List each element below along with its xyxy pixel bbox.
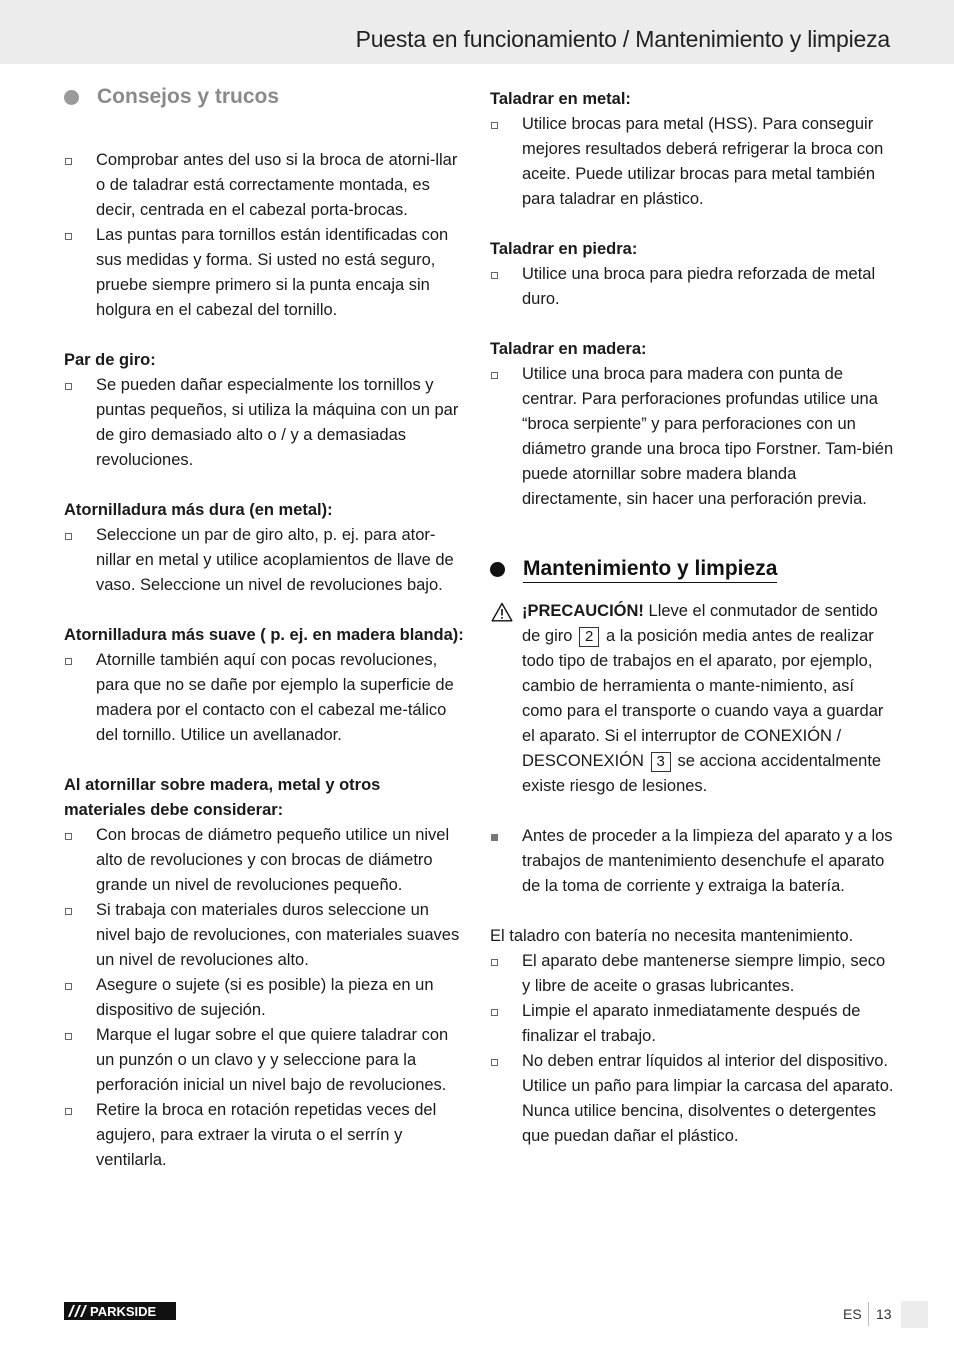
metal-list (490, 112, 894, 212)
parkside-logo (64, 1302, 176, 1320)
checkbox-square-icon (65, 1108, 72, 1115)
checkbox-square-icon (65, 233, 72, 240)
page-title: Puesta en funcionamiento / Mantenimiento y limpieza (355, 26, 890, 52)
reference-number-box: 3 (651, 752, 671, 772)
consider-list (64, 823, 464, 1173)
checkbox-square-icon (491, 1009, 498, 1016)
checkbox-square-icon (491, 1059, 498, 1066)
reference-number-box: 2 (579, 627, 599, 647)
list-item: Utilice brocas para metal (HSS). Para conseguir mejores resultados deberá refrigerar la broca con aceite. Puede utilizar brocas para metal también para taladrar en plástico. (490, 112, 894, 212)
left-column (64, 80, 464, 1173)
checkbox-square-icon (65, 1033, 72, 1040)
checkbox-square-icon (65, 908, 72, 915)
list-item: Comprobar antes del uso si la broca de atorni-llar o de taladrar está correctamente montada, es decir, centrada en el cabezal porta-brocas. (64, 148, 464, 223)
footer-divider (868, 1302, 869, 1326)
cleaning-list (490, 949, 894, 1149)
language-label: ES (843, 1306, 862, 1322)
stone-list (490, 262, 894, 312)
section-heading-tips (64, 80, 464, 114)
list-item: Utilice una broca para piedra reforzada de metal duro. (490, 262, 894, 312)
checkbox-square-icon (65, 658, 72, 665)
unplug-list (490, 824, 894, 899)
brand-text: PARKSIDE (90, 1304, 157, 1319)
checkbox-square-icon (65, 533, 72, 540)
checkbox-square-icon (491, 959, 498, 966)
subheading-soft-screwing: Atornilladura más suave ( p. ej. en madera blanda): (64, 626, 464, 644)
footer-corner-box (901, 1301, 928, 1328)
tips-list (64, 148, 464, 323)
right-column (490, 87, 894, 1149)
subheading-wood: Taladrar en madera: (490, 340, 647, 358)
bullet-dot-icon (64, 90, 79, 105)
soft-list (64, 648, 464, 748)
bullet-dot-icon (490, 562, 505, 577)
list-item: Atornille también aquí con pocas revoluciones, para que no se dañe por ejemplo la superficie de madera por el contacto con el cabezal me-tálico del tornillo. Utilice un avellanador. (64, 648, 464, 748)
list-item: Con brocas de diámetro pequeño utilice un nivel alto de revoluciones y con brocas de diámetro grande un nivel de revoluciones pequeño. (64, 823, 464, 898)
subheading-metal: Taladrar en metal: (490, 90, 631, 108)
page-number: 13 (876, 1306, 892, 1322)
list-item: Utilice una broca para madera con punta de centrar. Para perforaciones profundas utilice una “broca serpiente” y para perforaciones con un diámetro grande una broca tipo Forstner. Tam-bién puede atornillar sobre madera blanda directamente, sin hacer una perforación previa. (490, 362, 894, 512)
checkbox-square-icon (491, 122, 498, 129)
checkbox-square-icon (491, 272, 498, 279)
list-item: Seleccione un par de giro alto, p. ej. para ator-nillar en metal y utilice acoplamientos de llave de vaso. Seleccione un nivel de revoluciones bajo. (64, 523, 464, 598)
list-item: Retire la broca en rotación repetidas veces del agujero, para extraer la viruta o el serrín y ventilarla. (64, 1098, 464, 1173)
section-heading-text: Consejos y trucos (97, 85, 280, 108)
warning-triangle-icon (491, 602, 513, 622)
section-heading-text: Mantenimiento y limpieza (523, 556, 777, 583)
list-item: Antes de proceder a la limpieza del aparato y a los trabajos de mantenimiento desenchufe el aparato de la toma de corriente y extraiga la batería. (490, 824, 894, 899)
list-item: Si trabaja con materiales duros seleccione un nivel bajo de revoluciones, con materiales suaves un nivel de revoluciones alto. (64, 898, 464, 973)
list-item: Se pueden dañar especialmente los tornillos y puntas pequeños, si utiliza la máquina con un par de giro demasiado alto o / y a demasiadas revoluciones. (64, 373, 464, 473)
subheading-stone: Taladrar en piedra: (490, 240, 638, 258)
list-item: Marque el lugar sobre el que quiere taladrar con un punzón o un clavo y y seleccione para la perforación inicial un nivel bajo de revoluciones. (64, 1023, 464, 1098)
torque-list (64, 373, 464, 473)
list-item: Asegure o sujete (si es posible) la pieza en un dispositivo de sujeción. (64, 973, 464, 1023)
list-item: Limpie el aparato inmediatamente después de finalizar el trabajo. (490, 999, 894, 1049)
list-item: No deben entrar líquidos al interior del dispositivo. Utilice un paño para limpiar la carcasa del aparato. Nunca utilice bencina, disolventes o detergentes que puedan dañar el plástico. (490, 1049, 894, 1149)
checkbox-square-icon (491, 372, 498, 379)
wood-list (490, 362, 894, 512)
subheading-hard-screwing: Atornilladura más dura (en metal): (64, 501, 333, 519)
list-item: Las puntas para tornillos están identificadas con sus medidas y forma. Si usted no está seguro, pruebe siempre primero si la punta encaja sin holgura en el cabezal del tornillo. (64, 223, 464, 323)
section-heading-maintenance (490, 556, 894, 583)
hard-list (64, 523, 464, 598)
checkbox-square-icon (65, 383, 72, 390)
subheading-torque: Par de giro: (64, 351, 156, 369)
list-item: El aparato debe mantenerse siempre limpio, seco y libre de aceite o grasas lubricantes. (490, 949, 894, 999)
checkbox-square-icon (65, 158, 72, 165)
subheading-consider: Al atornillar sobre madera, metal y otros materiales debe considerar: (64, 776, 381, 819)
warning-block: ¡PRECAUCIÓN! Lleve el conmutador de sentido de giro 2 a la posición media antes de realizar todo tipo de trabajos en el aparato, por ejemplo, cambio de herramienta o mante-nimiento, así como para el transporte o cuando vaya a guardar el aparato. Si el interruptor de CONEXIÓN / DESCONEXIÓN 3 se acciona accidentalmente existe riesgo de lesiones. (490, 599, 894, 799)
checkbox-square-icon (65, 983, 72, 990)
warning-label: ¡PRECAUCIÓN! (522, 602, 644, 620)
checkbox-square-icon (65, 833, 72, 840)
maintenance-statement: El taladro con batería no necesita mantenimiento. (490, 927, 854, 945)
filled-square-icon (491, 834, 498, 841)
